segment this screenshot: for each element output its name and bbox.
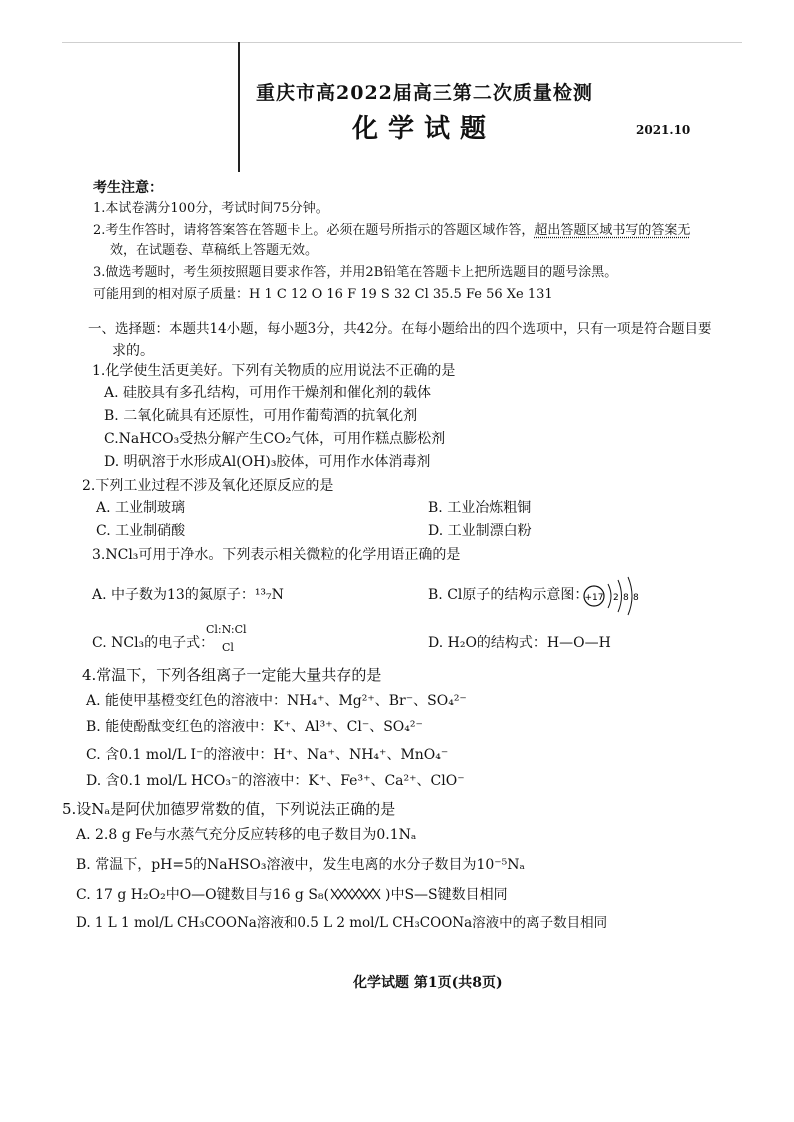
section-heading-cont: 求的。 bbox=[112, 343, 154, 359]
cl-atom-structure-diagram bbox=[582, 574, 652, 618]
q3-option-c: C. NCl₃的电子式： bbox=[92, 635, 215, 651]
shell-arc-1 bbox=[608, 584, 611, 608]
q5-option-d: D. 1 L 1 mol/L CH₃COONa溶液和0.5 L 2 mol/L CH₃COONa溶液中的离子数目相同 bbox=[76, 915, 608, 931]
q5-option-c: C. 17 g H₂O₂中O—O键数目与16 g S₈( )中S—S键数目相同 bbox=[76, 887, 508, 903]
q4-option-a: A. 能使甲基橙变红色的溶液中：NH₄⁺、Mg²⁺、Br⁻、SO₄²⁻ bbox=[86, 693, 467, 709]
q3-option-d: D. H₂O的结构式：H—O—H bbox=[428, 635, 611, 651]
top-rule bbox=[62, 42, 742, 43]
q2-option-b: B. 工业冶炼粗铜 bbox=[428, 500, 532, 516]
q5-stem: 5.设Nₐ是阿伏加德罗常数的值，下列说法正确的是 bbox=[62, 800, 396, 818]
shell-count-2: 8 bbox=[623, 593, 629, 603]
q1-option-a: A. 硅胶具有多孔结构，可用作干燥剂和催化剂的载体 bbox=[104, 385, 432, 401]
nucleus-charge: +17 bbox=[584, 593, 604, 603]
q1-option-b: B. 二氧化硫具有还原性，可用作葡萄酒的抗氧化剂 bbox=[104, 408, 418, 424]
q4-option-c: C. 含0.1 mol/L I⁻的溶液中：H⁺、Na⁺、NH₄⁺、MnO₄⁻ bbox=[86, 747, 449, 763]
ncl3-electron-formula-bottom: Cl bbox=[222, 641, 234, 654]
q3-stem: 3.NCl₃可用于净水。下列表示相关微粒的化学用语正确的是 bbox=[92, 547, 461, 563]
q2-stem: 2.下列工业过程不涉及氧化还原反应的是 bbox=[82, 478, 334, 494]
q5-option-b: B. 常温下，pH=5的NaHSO₃溶液中，发生电离的水分子数目为10⁻⁵Nₐ bbox=[76, 857, 525, 873]
notice-emphasis: 超出答题区域书写的答案无 bbox=[534, 223, 691, 238]
q4-option-d: D. 含0.1 mol/L HCO₃⁻的溶液中：K⁺、Fe³⁺、Ca²⁺、ClO⁻ bbox=[86, 773, 465, 789]
notice-heading: 考生注意： bbox=[93, 180, 163, 196]
notice-item-3: 3.做选考题时，考生须按照题目要求作答，并用2B铅笔在答题卡上把所选题目的题号涂黑。 bbox=[93, 265, 618, 280]
exam-date: 2021.10 bbox=[636, 123, 691, 137]
q1-stem: 1.化学使生活更美好。下列有关物质的应用说法不正确的是 bbox=[92, 363, 456, 379]
q4-stem: 4.常温下，下列各组离子一定能大量共存的是 bbox=[82, 666, 382, 684]
q2-option-d: D. 工业制漂白粉 bbox=[428, 523, 532, 539]
q1-option-c: C.NaHCO₃受热分解产生CO₂气体，可用作糕点膨松剂 bbox=[104, 431, 446, 447]
q3-option-b: B. Cl原子的结构示意图： bbox=[428, 587, 589, 603]
atomic-masses: 可能用到的相对原子质量：H 1 C 12 O 16 F 19 S 32 Cl 35.5 Fe 56 Xe 131 bbox=[93, 287, 553, 302]
q5-option-a: A. 2.8 g Fe与水蒸气充分反应转移的电子数目为0.1Nₐ bbox=[76, 827, 417, 843]
binding-line bbox=[238, 42, 240, 172]
notice-item-1: 1.本试卷满分100分，考试时间75分钟。 bbox=[93, 201, 329, 216]
ncl3-electron-formula-top: Cl:N:Cl bbox=[206, 623, 247, 636]
notice-item-2: 2.考生作答时，请将答案答在答题卡上。必须在题号所指示的答题区域作答，超出答题区域书写的答案无 bbox=[93, 223, 691, 238]
q4-option-b: B. 能使酚酞变红色的溶液中：K⁺、Al³⁺、Cl⁻、SO₄²⁻ bbox=[86, 719, 423, 735]
section-heading: 一、选择题：本题共14小题，每小题3分，共42分。在每小题给出的四个选项中，只有一项是符合题目要 bbox=[88, 321, 712, 337]
page-footer: 化学试题 第1页(共8页) bbox=[353, 975, 503, 991]
shell-count-3: 8 bbox=[633, 593, 639, 603]
q1-option-d: D. 明矾溶于水形成Al(OH)₃胶体，可用作水体消毒剂 bbox=[104, 454, 431, 470]
s8-ring-icon bbox=[329, 886, 385, 902]
shell-count-1: 2 bbox=[613, 593, 619, 603]
q3-option-a: A. 中子数为13的氮原子：¹³₇N bbox=[92, 587, 284, 603]
q2-option-a: A. 工业制玻璃 bbox=[96, 500, 186, 516]
exam-title: 重庆市高2022届高三第二次质量检测 bbox=[256, 82, 593, 104]
notice-item-2-cont: 效，在试题卷、草稿纸上答题无效。 bbox=[110, 243, 319, 258]
subject-title: 化学试题 bbox=[352, 114, 497, 144]
q2-option-c: C. 工业制硝酸 bbox=[96, 523, 186, 539]
